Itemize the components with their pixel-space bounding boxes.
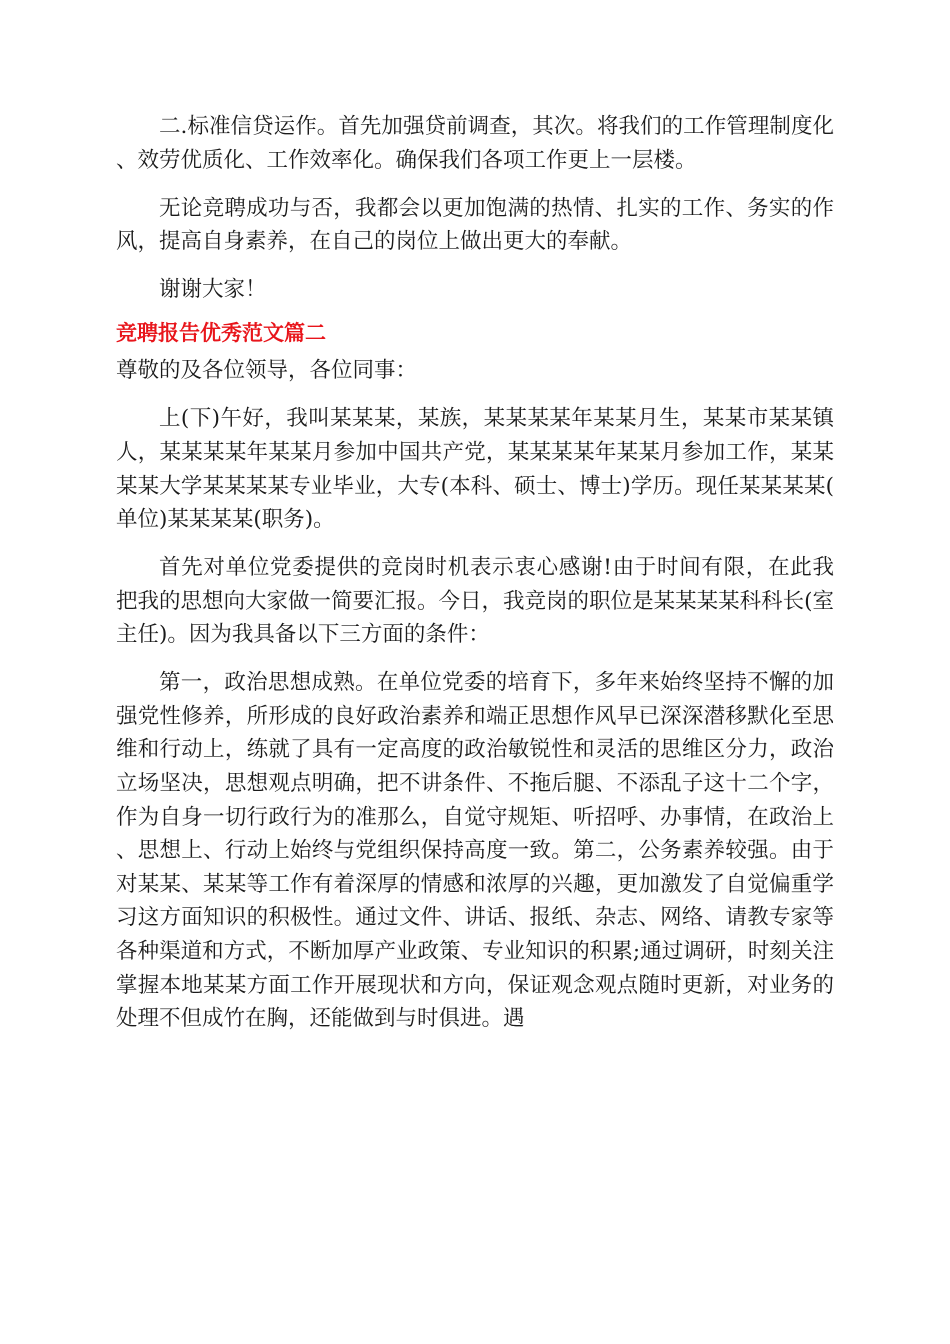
paragraph-commitment: 无论竞聘成功与否，我都会以更加饱满的热情、扎实的工作、务实的作风，提高自身素养，在自己的岗位上做出更大的奉献。 <box>116 195 834 255</box>
paragraph-self-introduction: 上(下)午好，我叫某某某，某族，某某某某年某某月生，某某市某某镇人，某某某某年某某月参加中国共产党，某某某某年某某月参加工作，某某某某大学某某某某专业毕业，大专(本科、硕士、博士)学历。现任某某某某(单位)某某某某(职务)。 <box>116 406 834 533</box>
paragraph-qualifications: 第一，政治思想成熟。在单位党委的培育下，多年来始终坚持不懈的加强党性修养，所形成的良好政治素养和端正思想作风早已深深潜移默化至思维和行动上，练就了具有一定高度的政治敏锐性和灵活的思维区分力，政治立场坚决，思想观点明确，把不讲条件、不拖后腿、不添乱子这十二个字，作为自身一切行政行为的准那么，自觉守规矩、听招呼、办事情，在政治上、思想上、行动上始终与党组织保持高度一致。第二，公务素养较强。由于对某某、某某等工作有着深厚的情感和浓厚的兴趣，更加激发了自觉偏重学习这方面知识的积极性。通过文件、讲话、报纸、杂志、网络、请教专家等各种渠道和方式，不断加厚产业政策、专业知识的积累;通过调研，时刻关注掌握本地某某方面工作开展现状和方向，保证观念观点随时更新，对业务的处理不但成竹在胸，还能做到与时俱进。遇 <box>116 670 834 1032</box>
salutation: 尊敬的及各位领导，各位同事： <box>116 358 418 384</box>
paragraph-gratitude: 首先对单位党委提供的竞岗时机表示衷心感谢!由于时间有限，在此我把我的思想向大家做一简要汇报。今日，我竞岗的职位是某某某某科科长(室主任)。因为我具备以下三方面的条件： <box>116 555 834 648</box>
document-page <box>116 110 834 1036</box>
paragraph-credit-operation: 二.标准信贷运作。首先加强贷前调查，其次。将我们的工作管理制度化、效劳优质化、工作效率化。确保我们各项工作更上一层楼。 <box>116 114 834 173</box>
paragraph-thanks: 谢谢大家！ <box>159 277 267 303</box>
section-heading: 竞聘报告优秀范文篇二 <box>116 320 326 345</box>
